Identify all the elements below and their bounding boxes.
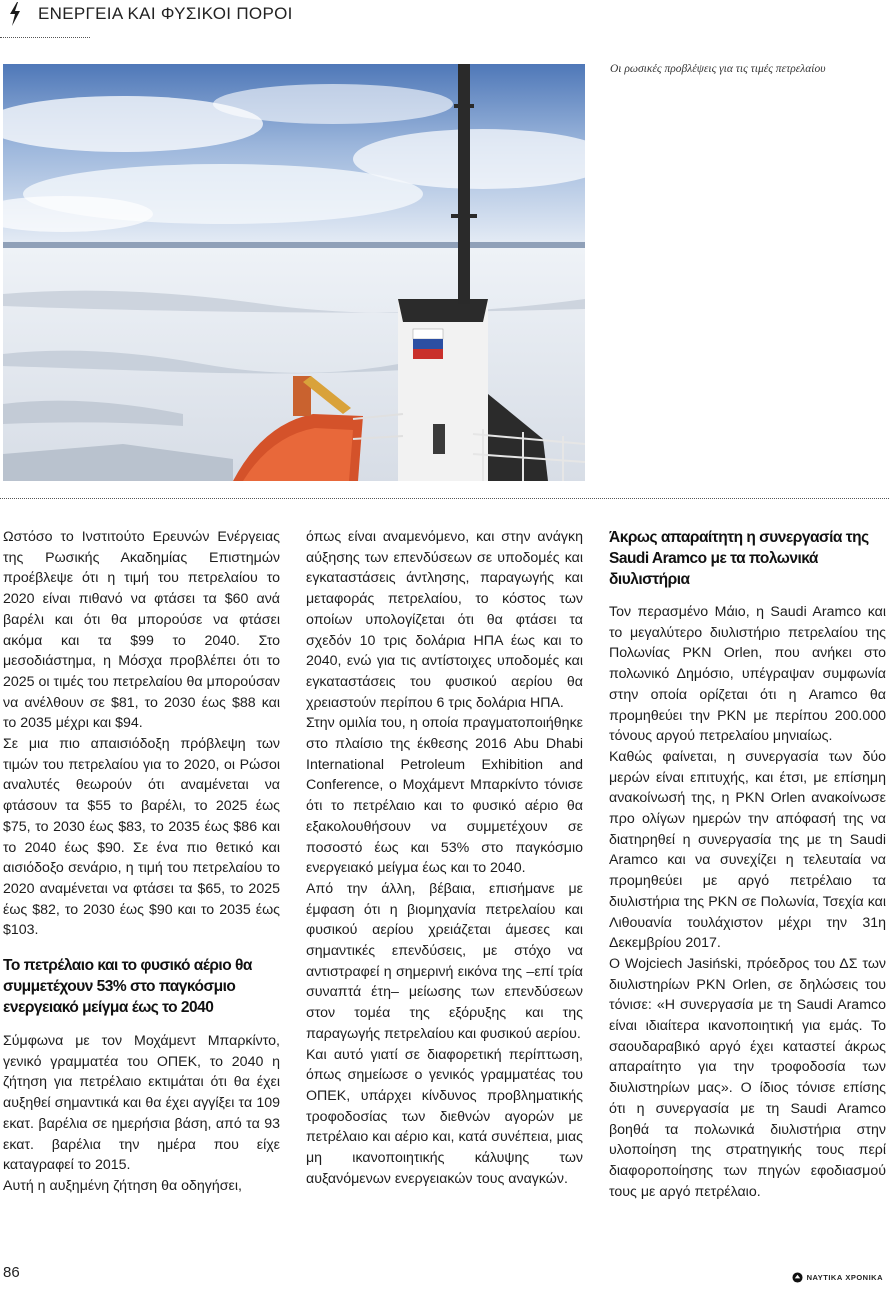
lightning-bolt-icon [8, 2, 22, 26]
paragraph: Αυτή η αυξημένη ζήτηση θα οδηγήσει, [3, 1177, 242, 1194]
article-column-2 [306, 527, 583, 1190]
section-title: ΕΝΕΡΓΕΙΑ ΚΑΙ ΦΥΣΙΚΟΙ ΠΟΡΟΙ [38, 4, 293, 23]
paragraph: Σύμφωνα με τον Μοχάμεντ Μπαρκίντο, γενικό γραμματέα του ΟΠΕΚ, το 2040 η ζήτηση για πετρέλαιο εκτιμάται ότι θα έχει αυξηθεί σημαντικά και θα έχει αγγίξει τα 109 εκατ. βαρέλια σε ημερήσια βάση, από τα 93 εκατ. βαρέλια την ημέρα που είχε καταγραφεί το 2015. [3, 1033, 280, 1174]
paragraph: Και αυτό γιατί σε διαφορετική περίπτωση, όπως σημείωσε ο γενικός γραμματέας του ΟΠΕΚ, υπάρχει κίνδυνος προβληματικής τροφοδοσίας των διεθνών αγορών με πετρέλαιο και αέριο και, κατά συνέπεια, μιας μη ικανοποιητικής κάλυψης των αυξανόμενων ενεργειακών τους αναγκών. [306, 1046, 583, 1187]
paragraph: Σε μια πιο απαισιόδοξη πρόβλεψη των τιμών του πετρελαίου για το 2020, οι Ρώσοι αναλυτές θεωρούν ότι αναμένεται να φτάσουν τα $55 το βαρέλι, το 2025 έως $75, το 2030 έως $83, το 2035 έως $86 και το 2040 έως $90. Σε ένα πιο θετικό και αισιόδοξο σενάριο, η τιμή του πετρελαίου το 2020 αναμένεται να φτάσει τα $65, το 2025 έως $82, το 2030 έως $90 και το 2035 έως $103. [3, 736, 280, 939]
subheading: Το πετρέλαιο και το φυσικό αέριο θα συμμετέχουν 53% στο παγκόσμιο ενεργειακό μείγμα έως το 2040 [3, 957, 252, 1017]
article-column-3 [609, 527, 886, 1202]
paragraph: Στην ομιλία του, η οποία πραγματοποιήθηκε στο πλαίσιο της έκθεσης 2016 Abu Dhabi International Petroleum Exhibition and Conference, ο Μοχάμεντ Μπαρκίντο τόνισε ότι το πετρέλαιο και το φυσικό αέριο θα εξακολουθήσουν να συμμετέχουν σε ποσοστό έως και 53% στο παγκόσμιο ενεργειακό μείγμα έως και το 2040. [306, 715, 583, 877]
article-column-1 [3, 527, 280, 1197]
page-number: 86 [3, 1264, 20, 1281]
paragraph: όπως είναι αναμενόμενο, και στην ανάγκη αύξησης των επενδύσεων σε υποδομές και εγκαταστάσεις άντλησης, παραγωγής και μεταφοράς πετρελαίου, το κόστος των οποίων υπολογίζεται ότι θα φτάσει τα σχεδόν 10 τρις δολάρια ΗΠΑ έως και το 2040, ενώ για τις αντίστοιχες υποδομές και εγκαταστάσεις του φυσικού αερίου θα χρειαστούν περίπου 6 τρις δολάρια ΗΠΑ. [306, 529, 583, 711]
brand-logo-icon [792, 1272, 803, 1283]
subheading: Άκρως απαραίτητη η συνεργασία της Saudi Aramco με τα πολωνικά διυλιστήρια [609, 529, 869, 588]
photo-caption: Οι ρωσικές προβλέψεις για τις τιμές πετρελαίου [610, 63, 826, 75]
section-header [0, 0, 889, 42]
paragraph: Ωστόσο το Ινστιτούτο Ερευνών Ενέργειας της Ρωσικής Ακαδημίας Επιστημών προέβλεψε ότι η τιμή του πετρελαίου το 2020 είναι πιθανό να φτάσει τα $60 ανά βαρέλι και ότι θα μπορούσε να φτάσει ακόμα και τα $99 το 2040. Στο μεσοδιάστημα, η Μόσχα προβλέπει ότι το 2025 οι τιμές του πετρελαίου θα μπορούσαν να ανέλθουν σε $81, το 2030 έως $88 και το 2035 μέχρι και $94. [3, 529, 280, 732]
footer-brand [792, 1270, 883, 1284]
brand-name: ΝΑΥΤΙΚΑ ΧΡΟΝΙΚΑ [806, 1272, 883, 1282]
header-divider [0, 37, 90, 38]
paragraph: Από την άλλη, βέβαια, επισήμανε με έμφαση ότι η βιομηχανία πετρελαίου και φυσικού αερίου χρειάζεται άμεσες και σημαντικές επενδύσεις, με στόχο να αντιστραφεί η σημερινή εικόνα της –επί τρία συναπτά έτη– μείωσης των επενδύσεων στον τομέα της εξόρυξης και της παραγωγής πετρελαίου και φυσικού αερίου. [306, 880, 583, 1042]
paragraph: Καθώς φαίνεται, η συνεργασία των δύο μερών είναι επιτυχής, και έτσι, με επίσημη ανακοίνωσή της, η PKN Orlen ανακοίνωσε προ ολίγων ημερών την απόφασή της να διατηρηθεί η συνεργασία της με τη Saudi Aramco και να συνεχίζει η τελευταία να προμηθεύει με αργό πετρέλαιο τα διυλιστήρια της PKN σε Πολωνία, Τσεχία και Λιθουανία τουλάχιστον μέχρι την 31η Δεκεμβρίου 2017. [609, 748, 886, 952]
section-divider [0, 498, 889, 499]
paragraph: Τον περασμένο Μάιο, η Saudi Aramco και το μεγαλύτερο διυλιστήριο πετρελαίου της Πολωνίας PKN Orlen, που ανήκει στο πολωνικό Δημόσιο, υπέγραψαν συμφωνία στην οποία ορίζεται ότι η Aramco θα προμηθεύει την PKN με περίπου 200.000 τόνους αργού πετρελαίου μηνιαίως. [609, 604, 886, 745]
paragraph: Ο Wojciech Jasiński, πρόεδρος του ΔΣ των διυλιστηρίων PKN Orlen, σε δηλώσεις του τόνισε: «Η συνεργασία με τη Saudi Aramco είναι ιδιαίτερα ικανοποιητική για εμάς. Το σαουδαραβικό αργό έχει καταστεί άκρως απαραίτητο για την τροφοδοσία των διυλιστηρίων μας». Ο ίδιος τόνισε επίσης ότι η συνεργασία με τη Saudi Aramco βοηθά τα πολωνικά διυλιστήρια στην υλοποίηση της στρατηγικής τους περί διαφοροποίησης των πηγών εφοδιασμού τους με αργό πετρέλαιο. [609, 955, 886, 1200]
icebreaker-photo [3, 64, 585, 481]
